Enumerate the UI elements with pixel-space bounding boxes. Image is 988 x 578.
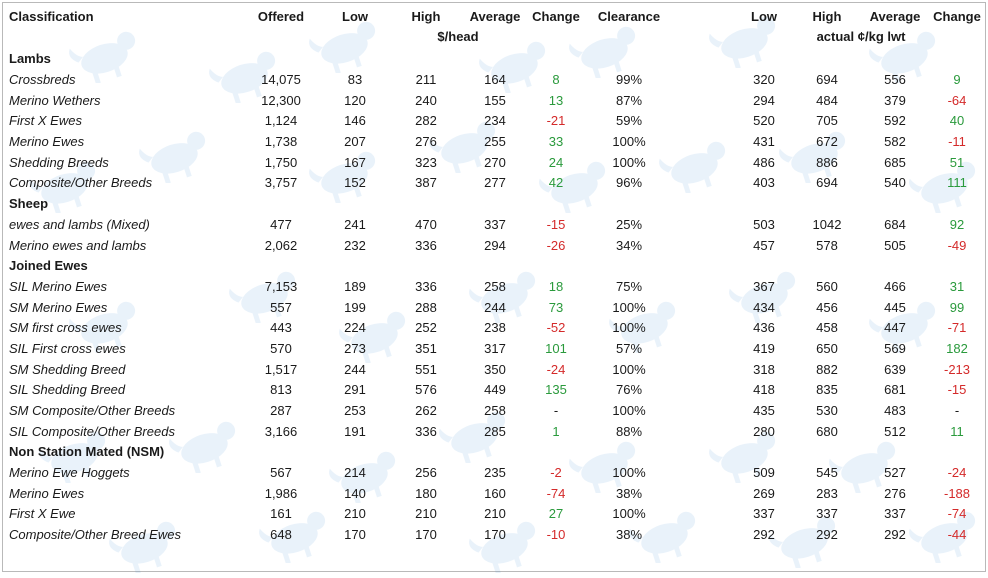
- spacer: [673, 483, 735, 504]
- cell-low: 191: [344, 423, 366, 439]
- section-title: Lambs: [9, 51, 51, 67]
- section-header-row: [9, 256, 985, 277]
- cell-high-kg: 458: [816, 320, 838, 336]
- cell-average: 235: [484, 465, 506, 481]
- cell-low: 244: [344, 361, 366, 377]
- cell-high: 210: [415, 506, 437, 522]
- cell-high-kg: 886: [816, 154, 838, 170]
- cell-offered: 477: [270, 216, 292, 232]
- cell-average: 164: [484, 72, 506, 88]
- cell-offered: 1,124: [264, 113, 298, 129]
- cell-low-kg: 486: [753, 154, 775, 170]
- cell-low-kg: 318: [753, 361, 775, 377]
- cell-offered: 648: [270, 527, 292, 543]
- table-row: [9, 90, 985, 111]
- cell-low: 210: [344, 506, 366, 522]
- cell-change: 13: [548, 92, 564, 108]
- cell-average: 210: [484, 506, 506, 522]
- cell-offered: 287: [270, 403, 292, 419]
- spacer: [673, 173, 735, 194]
- cell-high: 351: [415, 340, 437, 356]
- cell-average: 238: [484, 320, 506, 336]
- cell-high: 262: [415, 403, 437, 419]
- cell-low: 170: [344, 527, 366, 543]
- row-name: Merino ewes and lambs: [9, 237, 147, 253]
- section-header-row: [9, 49, 985, 70]
- cell-average: 155: [484, 92, 506, 108]
- cell-clearance: 57%: [615, 340, 643, 356]
- cell-change: 33: [548, 134, 564, 150]
- cell-average: 255: [484, 134, 506, 150]
- cell-clearance: 38%: [615, 527, 643, 543]
- header-average-kg: Average: [869, 9, 921, 24]
- spacer: [673, 463, 735, 484]
- cell-low: 189: [344, 278, 366, 294]
- header-high: High: [411, 9, 441, 24]
- section-title: Joined Ewes: [9, 258, 88, 274]
- cell-change: 135: [545, 382, 567, 398]
- cell-low: 146: [344, 113, 366, 129]
- header-offered: Offered: [257, 9, 305, 24]
- cell-average: 350: [484, 361, 506, 377]
- cell-high-kg: 283: [816, 485, 838, 501]
- cell-low-kg: 509: [753, 465, 775, 481]
- cell-high: 170: [415, 527, 437, 543]
- table-row: [9, 215, 985, 236]
- row-name: First X Ewes: [9, 113, 82, 129]
- cell-clearance: 76%: [615, 382, 643, 398]
- cell-offered: 1,986: [264, 485, 298, 501]
- cell-high: 576: [415, 382, 437, 398]
- cell-change-kg: 51: [949, 154, 965, 170]
- cell-average: 317: [484, 340, 506, 356]
- spacer: [673, 132, 735, 153]
- cell-clearance: 100%: [612, 154, 646, 170]
- cell-average: 449: [484, 382, 506, 398]
- cell-high-kg: 835: [816, 382, 838, 398]
- report-frame: [2, 2, 986, 572]
- cell-clearance: 100%: [612, 506, 646, 522]
- cell-high: 240: [415, 92, 437, 108]
- row-name: First X Ewe: [9, 506, 76, 522]
- cell-change: -74: [546, 485, 566, 501]
- table-row: [9, 504, 985, 525]
- cell-change-kg: 11: [950, 423, 964, 439]
- header-change-kg: Change: [933, 9, 981, 24]
- table-row: [9, 318, 985, 339]
- cell-clearance: 34%: [615, 237, 643, 253]
- cell-offered: 14,075: [261, 72, 301, 88]
- spacer: [673, 380, 735, 401]
- cell-offered: 161: [270, 506, 292, 522]
- section-title: Non Station Mated (NSM): [9, 444, 165, 460]
- cell-offered: 7,153: [264, 278, 298, 294]
- cell-low-kg: 418: [753, 382, 775, 398]
- cell-low: 273: [344, 340, 366, 356]
- cell-low: 140: [344, 485, 366, 501]
- table-row: [9, 277, 985, 298]
- cell-low-kg: 431: [753, 134, 775, 150]
- row-name: Crossbreds: [9, 72, 76, 88]
- cell-low: 253: [344, 403, 366, 419]
- cell-change-kg: 92: [949, 216, 965, 232]
- cell-change-kg: -: [954, 403, 960, 419]
- cell-high: 551: [415, 361, 437, 377]
- table-row: [9, 483, 985, 504]
- cell-high-kg: 680: [816, 423, 838, 439]
- cell-low: 232: [344, 237, 366, 253]
- row-name: Shedding Breeds: [9, 154, 109, 170]
- cell-high: 336: [415, 278, 437, 294]
- table-row: [9, 359, 985, 380]
- cell-low-kg: 435: [753, 403, 775, 419]
- cell-low: 241: [344, 216, 366, 232]
- cell-low: 214: [344, 465, 366, 481]
- section-title: Sheep: [9, 196, 49, 212]
- cell-average: 337: [484, 216, 506, 232]
- cell-offered: 813: [270, 382, 292, 398]
- cell-average-kg: 540: [884, 175, 906, 191]
- row-name: Composite/Other Breed Ewes: [9, 527, 181, 543]
- cell-average: 270: [484, 154, 506, 170]
- cell-high-kg: 337: [816, 506, 838, 522]
- header-row: [9, 7, 985, 27]
- cell-clearance: 88%: [615, 423, 643, 439]
- cell-change: -2: [550, 465, 562, 481]
- cell-high: 252: [415, 320, 437, 336]
- row-name: SM Composite/Other Breeds: [9, 403, 176, 419]
- cell-low-kg: 367: [753, 278, 775, 294]
- cell-high-kg: 650: [816, 340, 838, 356]
- cell-change: -26: [546, 237, 566, 253]
- cell-clearance: 100%: [612, 465, 646, 481]
- cell-average-kg: 512: [884, 423, 906, 439]
- cell-average-kg: 276: [884, 485, 906, 501]
- unit-per-head: $/head: [437, 29, 479, 44]
- cell-high-kg: 694: [816, 175, 838, 191]
- cell-average: 258: [484, 403, 506, 419]
- spacer: [673, 111, 735, 132]
- header-classification: Classification: [9, 9, 94, 24]
- section-header-row: [9, 442, 985, 463]
- cell-clearance: 100%: [612, 134, 646, 150]
- cell-low: 199: [344, 299, 366, 315]
- cell-average-kg: 569: [884, 340, 906, 356]
- cell-high-kg: 292: [816, 527, 838, 543]
- row-name: Composite/Other Breeds: [9, 175, 153, 191]
- cell-change: 101: [545, 340, 567, 356]
- cell-low: 291: [344, 382, 366, 398]
- cell-high-kg: 545: [816, 465, 838, 481]
- cell-average: 285: [484, 423, 506, 439]
- cell-average-kg: 445: [884, 299, 906, 315]
- table-row: [9, 463, 985, 484]
- cell-offered: 1,517: [264, 361, 298, 377]
- cell-offered: 443: [270, 320, 292, 336]
- row-name: SM Shedding Breed: [9, 361, 126, 377]
- row-name: SIL Composite/Other Breeds: [9, 423, 175, 439]
- cell-clearance: 96%: [615, 175, 643, 191]
- cell-average-kg: 582: [884, 134, 906, 150]
- cell-clearance: 100%: [612, 361, 646, 377]
- table-row: [9, 111, 985, 132]
- cell-average: 294: [484, 237, 506, 253]
- cell-offered: 1,738: [264, 134, 298, 150]
- cell-change-kg: -15: [947, 382, 967, 398]
- cell-change: -15: [546, 216, 566, 232]
- header-low: Low: [342, 9, 368, 24]
- sheep-market-table: [9, 7, 985, 546]
- cell-low-kg: 457: [753, 237, 775, 253]
- cell-clearance: 100%: [612, 320, 646, 336]
- cell-average-kg: 292: [884, 527, 906, 543]
- cell-high: 288: [415, 299, 437, 315]
- cell-high: 387: [415, 175, 437, 191]
- cell-average: 244: [484, 299, 506, 315]
- cell-change: 73: [548, 299, 564, 315]
- cell-change-kg: 111: [947, 175, 967, 191]
- cell-change-kg: 9: [953, 72, 961, 88]
- cell-high: 180: [415, 485, 437, 501]
- cell-change-kg: -74: [947, 506, 967, 522]
- cell-high: 276: [415, 134, 437, 150]
- cell-low-kg: 419: [753, 340, 775, 356]
- cell-high-kg: 456: [816, 299, 838, 315]
- cell-offered: 570: [270, 340, 292, 356]
- header-high-kg: High: [812, 9, 842, 24]
- cell-offered: 567: [270, 465, 292, 481]
- cell-low: 83: [347, 72, 363, 88]
- cell-change: 8: [552, 72, 560, 88]
- cell-low-kg: 292: [753, 527, 775, 543]
- row-name: Merino Ewes: [9, 134, 85, 150]
- cell-high: 211: [415, 72, 437, 88]
- header-clearance: Clearance: [597, 9, 661, 24]
- cell-low-kg: 320: [753, 72, 775, 88]
- header-low-kg: Low: [751, 9, 777, 24]
- cell-high: 323: [415, 154, 437, 170]
- table-row: [9, 152, 985, 173]
- cell-low-kg: 436: [753, 320, 775, 336]
- cell-high-kg: 560: [816, 278, 838, 294]
- cell-average: 170: [484, 527, 506, 543]
- row-name: Merino Ewes: [9, 485, 85, 501]
- cell-average-kg: 681: [884, 382, 906, 398]
- cell-change-kg: -49: [947, 237, 967, 253]
- cell-low-kg: 337: [753, 506, 775, 522]
- cell-low: 224: [344, 320, 366, 336]
- cell-average: 234: [484, 113, 506, 129]
- cell-offered: 1,750: [264, 154, 298, 170]
- table-row: [9, 339, 985, 360]
- cell-average-kg: 483: [884, 403, 906, 419]
- cell-change: 18: [548, 278, 564, 294]
- cell-change: -52: [546, 320, 566, 336]
- cell-change-kg: 31: [949, 278, 965, 294]
- cell-clearance: 59%: [615, 113, 643, 129]
- header-average: Average: [469, 9, 521, 24]
- row-name: SIL Merino Ewes: [9, 278, 108, 294]
- cell-low: 120: [344, 92, 366, 108]
- spacer: [673, 90, 735, 111]
- cell-change: 24: [548, 154, 564, 170]
- cell-change-kg: -213: [943, 361, 971, 377]
- cell-high: 336: [415, 423, 437, 439]
- cell-clearance: 38%: [615, 485, 643, 501]
- table-row: [9, 132, 985, 153]
- cell-low: 207: [344, 134, 366, 150]
- spacer: [673, 215, 735, 236]
- spacer: [673, 339, 735, 360]
- spacer: [673, 525, 735, 546]
- cell-change-kg: -11: [948, 134, 966, 150]
- cell-offered: 557: [270, 299, 292, 315]
- cell-change: -: [553, 403, 559, 419]
- cell-high-kg: 672: [816, 134, 838, 150]
- spacer: [673, 359, 735, 380]
- cell-average-kg: 466: [884, 278, 906, 294]
- cell-average: 160: [484, 485, 506, 501]
- cell-average-kg: 684: [884, 216, 906, 232]
- unit-cents-per-kg: actual ¢/kg lwt: [816, 29, 906, 44]
- row-name: ewes and lambs (Mixed): [9, 216, 150, 232]
- cell-change: 42: [548, 175, 564, 191]
- table-row: [9, 173, 985, 194]
- cell-low-kg: 269: [753, 485, 775, 501]
- cell-high-kg: 484: [816, 92, 838, 108]
- header-change: Change: [532, 9, 580, 24]
- cell-clearance: 87%: [615, 92, 643, 108]
- cell-change-kg: -71: [947, 320, 967, 336]
- cell-average-kg: 527: [884, 465, 906, 481]
- cell-high-kg: 705: [816, 113, 838, 129]
- cell-high: 470: [415, 216, 437, 232]
- table-body: [9, 49, 985, 546]
- cell-average: 277: [484, 175, 506, 191]
- cell-average-kg: 685: [884, 154, 906, 170]
- cell-change: 27: [548, 506, 564, 522]
- table-row: [9, 70, 985, 91]
- table-row: [9, 421, 985, 442]
- cell-high: 256: [415, 465, 437, 481]
- cell-high-kg: 694: [816, 72, 838, 88]
- cell-clearance: 100%: [612, 299, 646, 315]
- cell-change: 1: [552, 423, 560, 439]
- row-name: Merino Ewe Hoggets: [9, 465, 130, 481]
- cell-change-kg: -24: [947, 465, 967, 481]
- cell-low-kg: 294: [753, 92, 775, 108]
- table-row: [9, 401, 985, 422]
- cell-change: -10: [546, 527, 566, 543]
- spacer: [673, 297, 735, 318]
- spacer: [673, 318, 735, 339]
- cell-average-kg: 556: [884, 72, 906, 88]
- spacer: [673, 277, 735, 298]
- cell-change-kg: 182: [946, 340, 968, 356]
- table-row: [9, 297, 985, 318]
- row-name: SIL Shedding Breed: [9, 382, 126, 398]
- cell-change-kg: -44: [947, 527, 967, 543]
- cell-high-kg: 1042: [812, 216, 842, 232]
- cell-clearance: 25%: [615, 216, 643, 232]
- table-row: [9, 380, 985, 401]
- cell-change-kg: -188: [943, 485, 971, 501]
- cell-low: 167: [344, 154, 366, 170]
- spacer: [673, 152, 735, 173]
- cell-average-kg: 447: [884, 320, 906, 336]
- cell-high: 282: [415, 113, 437, 129]
- cell-low-kg: 520: [753, 113, 775, 129]
- row-name: SM Merino Ewes: [9, 299, 108, 315]
- cell-average: 258: [484, 278, 506, 294]
- section-header-row: [9, 194, 985, 215]
- unit-row: [9, 27, 985, 49]
- spacer: [673, 421, 735, 442]
- cell-high: 336: [415, 237, 437, 253]
- cell-change: -24: [546, 361, 566, 377]
- cell-offered: 12,300: [261, 92, 301, 108]
- cell-low-kg: 503: [753, 216, 775, 232]
- spacer: [673, 401, 735, 422]
- table-row: [9, 525, 985, 546]
- cell-clearance: 99%: [615, 72, 643, 88]
- cell-average-kg: 592: [884, 113, 906, 129]
- table-row: [9, 235, 985, 256]
- cell-average-kg: 379: [884, 92, 906, 108]
- cell-offered: 2,062: [264, 237, 298, 253]
- cell-low-kg: 403: [753, 175, 775, 191]
- cell-low-kg: 434: [753, 299, 775, 315]
- cell-clearance: 75%: [615, 278, 643, 294]
- cell-change-kg: 40: [949, 113, 965, 129]
- row-name: SIL First cross ewes: [9, 340, 126, 356]
- spacer: [673, 235, 735, 256]
- cell-change: -21: [546, 113, 566, 129]
- cell-average-kg: 337: [884, 506, 906, 522]
- cell-high-kg: 578: [816, 237, 838, 253]
- spacer: [673, 70, 735, 91]
- cell-change-kg: -64: [947, 92, 967, 108]
- cell-offered: 3,757: [264, 175, 298, 191]
- cell-clearance: 100%: [612, 403, 646, 419]
- cell-high-kg: 882: [816, 361, 838, 377]
- cell-high-kg: 530: [816, 403, 838, 419]
- cell-low: 152: [344, 175, 366, 191]
- cell-offered: 3,166: [264, 423, 298, 439]
- row-name: SM first cross ewes: [9, 320, 122, 336]
- cell-average-kg: 639: [884, 361, 906, 377]
- spacer: [673, 504, 735, 525]
- cell-low-kg: 280: [753, 423, 775, 439]
- cell-average-kg: 505: [884, 237, 906, 253]
- cell-change-kg: 99: [949, 299, 965, 315]
- row-name: Merino Wethers: [9, 92, 101, 108]
